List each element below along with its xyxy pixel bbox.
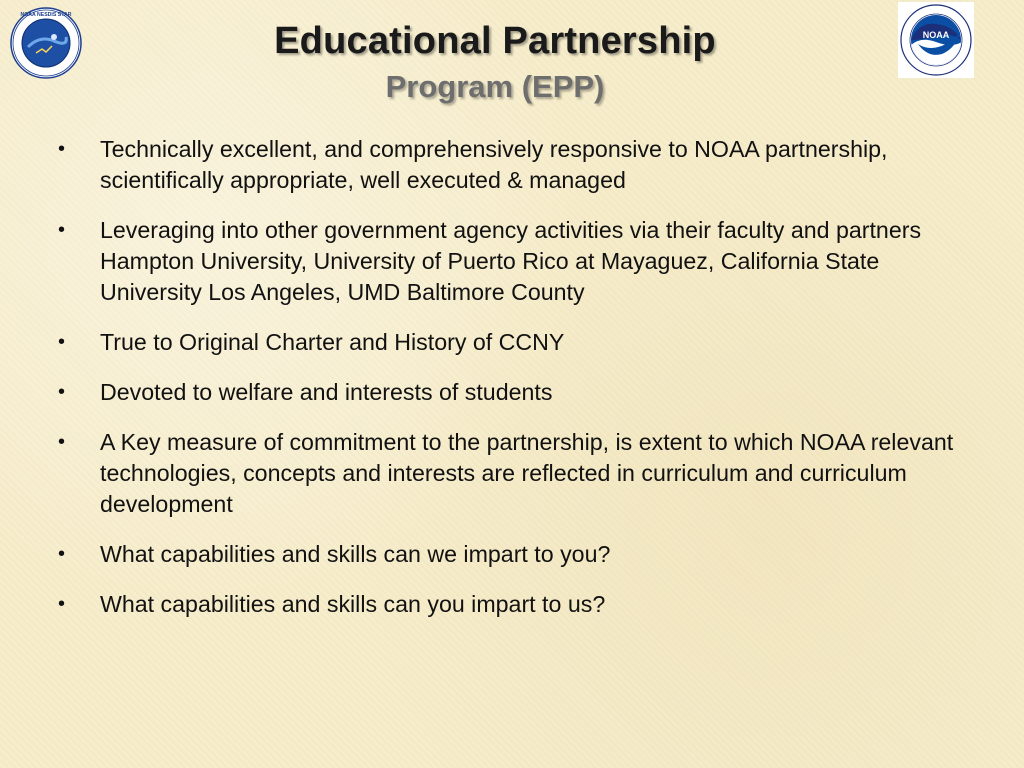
bullet-item (56, 377, 976, 408)
bullet-item (56, 134, 976, 196)
bullet-item (56, 589, 976, 620)
bullet-marker: • (58, 543, 66, 565)
bullet-text: Devoted to welfare and interests of students (100, 379, 553, 405)
bullet-marker: • (58, 331, 66, 353)
bullet-item (56, 539, 976, 570)
seal-text: NOAA NESDIS STAR (20, 12, 72, 18)
bullet-text: True to Original Charter and History of CCNY (100, 329, 565, 355)
bullet-marker: • (58, 138, 66, 160)
bullet-text: What capabilities and skills can you impart to us? (100, 591, 606, 617)
bullet-text: What capabilities and skills can we impart to you? (100, 541, 611, 567)
bullet-text: A Key measure of commitment to the partnership, is extent to which NOAA relevant technologies, concepts and interests are reflected in curriculum and curriculum development (100, 429, 954, 517)
bullet-marker: • (58, 381, 66, 403)
bullet-marker: • (58, 431, 66, 453)
bullet-text: Leveraging into other government agency activities via their faculty and partners Hampton University, University of Puerto Rico at Mayaguez, California State University Los Angeles, UMD Baltimore County (100, 217, 922, 305)
slide-title: Educational Partnership (274, 20, 716, 62)
bullet-text: Technically excellent, and comprehensively responsive to NOAA partnership, scientifically appropriate, well executed & managed (100, 136, 888, 193)
bullet-marker: • (58, 219, 66, 241)
bullet-list (56, 134, 976, 639)
seal-text: NOAA (922, 30, 950, 40)
slide-subtitle: Program (EPP) (385, 69, 605, 104)
bullet-item (56, 427, 976, 520)
bullet-marker: • (58, 593, 66, 615)
bullet-item (56, 215, 976, 308)
bullet-item (56, 327, 976, 358)
